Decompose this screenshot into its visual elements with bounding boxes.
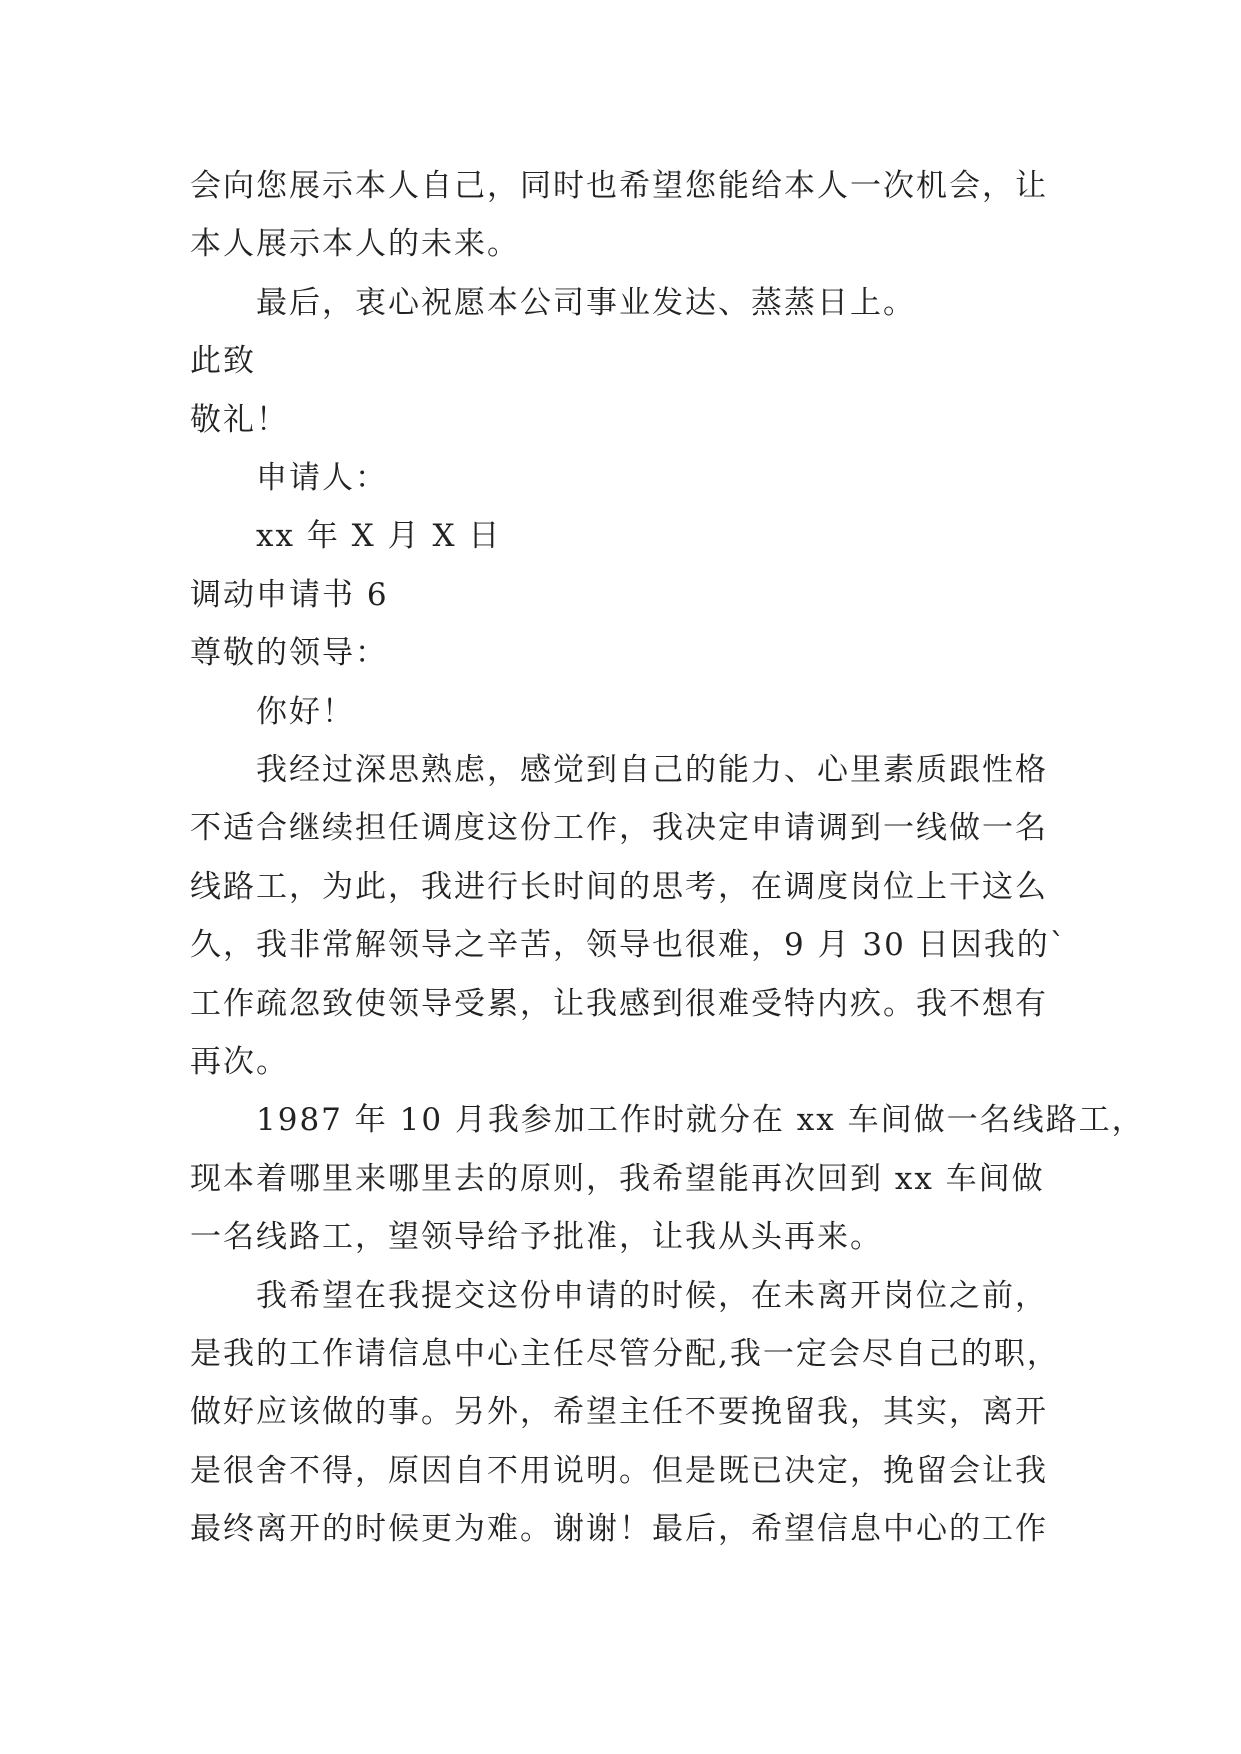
text-line: 做好应该做的事。另外，希望主任不要挽留我，其实，离开	[190, 1394, 1048, 1430]
text-line: 现本着哪里来哪里去的原则，我希望能再次回到 xx 车间做	[190, 1161, 1045, 1197]
text-line: 是我的工作请信息中心主任尽管分配,我一定会尽自己的职，	[190, 1336, 1060, 1372]
text-line: 我经过深思熟虑，感觉到自己的能力、心里素质跟性格	[256, 752, 1048, 788]
text-line: 最后，衷心祝愿本公司事业发达、蒸蒸日上。	[256, 285, 916, 321]
text-line: 不适合继续担任调度这份工作，我决定申请调到一线做一名	[190, 810, 1048, 846]
text-line: 是很舍不得，原因自不用说明。但是既已决定，挽留会让我	[190, 1453, 1048, 1489]
text-line: 工作疏忽致使领导受累，让我感到很难受特内疚。我不想有	[190, 986, 1048, 1022]
text-line: 敬礼！	[190, 402, 289, 438]
text-line: 再次。	[190, 1044, 289, 1080]
section-title: 调动申请书 6	[190, 577, 389, 613]
text-line: 线路工，为此，我进行长时间的思考，在调度岗位上干这么	[190, 869, 1048, 905]
text-line: 本人展示本人的未来。	[190, 226, 520, 262]
text-line: 最终离开的时候更为难。谢谢！最后，希望信息中心的工作	[190, 1511, 1048, 1547]
text-line: 我希望在我提交这份申请的时候，在未离开岗位之前，	[256, 1278, 1048, 1314]
text-line: 会向您展示本人自己，同时也希望您能给本人一次机会，让	[190, 168, 1048, 204]
greeting: 你好！	[256, 694, 355, 730]
text-line: 此致	[190, 343, 256, 379]
signature-label: 申请人：	[256, 460, 388, 496]
text-line: 一名线路工，望领导给予批准，让我从头再来。	[190, 1219, 883, 1255]
date-line: xx 年 X 月 X 日	[256, 518, 502, 554]
salutation: 尊敬的领导：	[190, 635, 388, 671]
text-line: 1987 年 10 月我参加工作时就分在 xx 车间做一名线路工，	[256, 1102, 1145, 1138]
text-line: 久，我非常解领导之辛苦，领导也很难，9 月 30 日因我的`	[190, 927, 1068, 963]
